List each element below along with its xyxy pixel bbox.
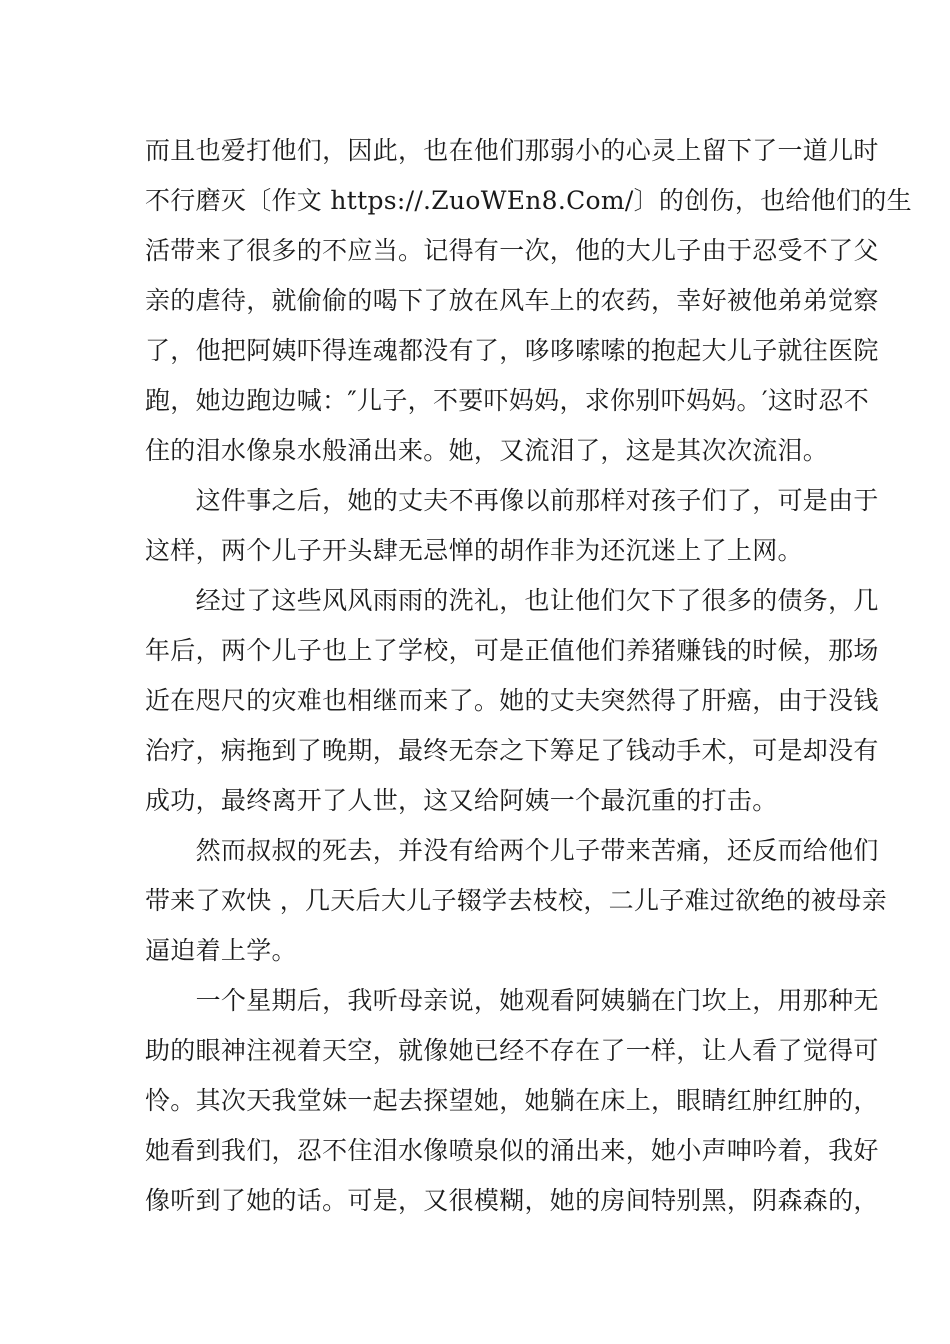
text-line: 跑，她边跑边喊：″儿子，不要吓妈妈，求你别吓妈妈。′这时忍不 [145,386,870,415]
text-line: 不行磨灭〔作文 https://.ZuoWEn8.Com/〕的创伤，也给他们的生 [145,186,912,215]
text-line: 经过了这些风风雨雨的洗礼，也让他们欠下了很多的债务，几 [145,586,879,615]
text-line: 怜。其次天我堂妹一起去探望她，她躺在床上，眼睛红肿红肿的， [145,1086,879,1115]
text-line: 逼迫着上学。 [145,936,297,965]
text-line: 这件事之后，她的丈夫不再像以前那样对孩子们了，可是由于 [145,486,879,515]
text-line: 助的眼神注视着天空，就像她已经不存在了一样，让人看了觉得可 [145,1036,879,1065]
text-line: 像听到了她的话。可是，又很模糊，她的房间特别黑，阴森森的， [145,1186,879,1215]
text-line: 然而叔叔的死去，并没有给两个儿子带来苦痛，还反而给他们 [145,836,879,865]
text-line: 她看到我们，忍不住泪水像喷泉似的涌出来，她小声呻吟着，我好 [145,1136,879,1165]
text-line: 年后，两个儿子也上了学校，可是正值他们养猪赚钱的时候，那场 [145,636,879,665]
text-line: 这样，两个儿子开头肆无忌惮的胡作非为还沉迷上了上网。 [145,536,803,565]
text-line: 活带来了很多的不应当。记得有一次，他的大儿子由于忍受不了父 [145,236,879,265]
text-line: 了，他把阿姨吓得连魂都没有了，哆哆嗦嗦的抱起大儿子就往医院 [145,336,879,365]
text-line: 带来了欢快 ，几天后大儿子辍学去枝校，二儿子难过欲绝的被母亲 [145,886,887,915]
text-line: 一个星期后，我听母亲说，她观看阿姨躺在门坎上，用那种无 [145,986,879,1015]
text-line: 住的泪水像泉水般涌出来。她，又流泪了，这是其次次流泪。 [145,436,829,465]
text-line: 近在咫尺的灾难也相继而来了。她的丈夫突然得了肝癌，由于没钱 [145,686,879,715]
text-line: 亲的虐待，就偷偷的喝下了放在风车上的农药，幸好被他弟弟觉察 [145,286,879,315]
text-line: 治疗，病拖到了晚期，最终无奈之下筹足了钱动手术，可是却没有 [145,736,879,765]
text-line: 成功，最终离开了人世，这又给阿姨一个最沉重的打击。 [145,786,778,815]
text-line: 而且也爱打他们，因此，也在他们那弱小的心灵上留下了一道儿时 [145,136,879,165]
